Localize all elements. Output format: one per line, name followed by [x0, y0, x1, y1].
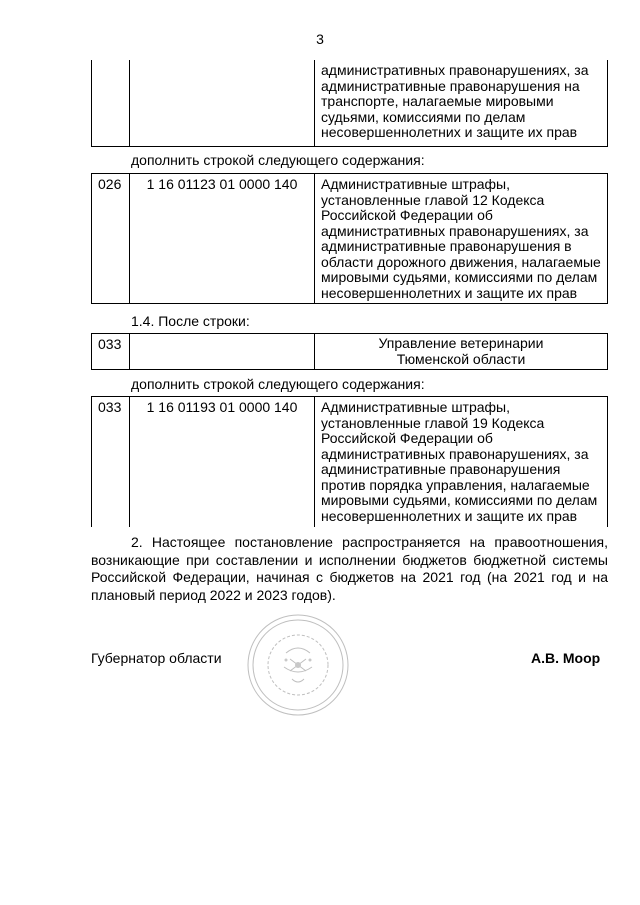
table-row [92, 174, 608, 304]
description-line: административные правонарушения на [321, 77, 580, 94]
description-line: несовершеннолетних и защите их прав [321, 507, 578, 524]
code-cell: 026 [92, 174, 130, 304]
table-continuation-top [91, 60, 608, 147]
department-line: Управление ветеринарии [378, 335, 544, 351]
official-seal-stamp [246, 613, 350, 717]
add-row-instruction: дополнить строкой следующего содержания: [131, 376, 425, 392]
department-cell [315, 334, 608, 370]
description-line: области дорожного движения, налагаемые [321, 253, 601, 270]
description-line: административных правонарушениях, за [321, 62, 589, 78]
description-line: мировыми судьями, комиссиями по делам [321, 269, 598, 285]
table-row [92, 334, 608, 370]
description-line: транспорте, налагаемые мировыми [321, 93, 554, 109]
code-cell: 033 [92, 334, 130, 370]
description-cell [315, 397, 608, 528]
after-row-instruction: 1.4. После строки: [131, 313, 250, 329]
description-line: Российской Федерации об [321, 207, 493, 223]
table-row-033-fines [91, 396, 608, 527]
description-line: Административные штрафы, [321, 399, 511, 415]
description-cell [315, 174, 608, 304]
description-line: Российской Федерации об [321, 430, 493, 446]
code-cell [92, 60, 130, 147]
page-number: 3 [316, 31, 324, 47]
kbk-cell: 1 16 01123 01 0000 140 [130, 174, 315, 304]
description-line: Административные штрафы, [321, 176, 511, 192]
kbk-cell [130, 60, 315, 147]
table-row-033-department [91, 333, 608, 370]
description-line: судьями, комиссиями по делам [321, 108, 526, 125]
description-line: установленные главой 12 Кодекса [321, 191, 545, 208]
description-line: несовершеннолетних и защите их прав [321, 124, 578, 140]
kbk-cell: 1 16 01193 01 0000 140 [130, 397, 315, 528]
paragraph-2: 2. Настоящее постановление распространяется на правоотношения, возникающие при составлении и исполнении бюджетов бюджетной системы Российской Федерации, начиная с бюджетов на 2021 год (на 2021 год и на плановый период 2022 и 2023 годов). [91, 534, 608, 603]
description-line: против порядка управления, налагаемые [321, 476, 590, 493]
description-line: административных правонарушениях, за [321, 445, 589, 462]
kbk-cell [130, 334, 315, 370]
signatory-name: А.В. Моор [531, 650, 601, 666]
table-row [92, 60, 608, 147]
description-line: установленные главой 19 Кодекса [321, 414, 545, 431]
code-cell: 033 [92, 397, 130, 528]
table-row-026 [91, 173, 608, 304]
description-line: мировыми судьями, комиссиями по делам [321, 492, 598, 508]
description-line: несовершеннолетних и защите их прав [321, 284, 578, 301]
description-cell [315, 60, 608, 147]
add-row-instruction: дополнить строкой следующего содержания: [131, 152, 425, 168]
description-line: административных правонарушениях, за [321, 222, 589, 239]
department-line: Тюменской области [396, 350, 526, 367]
table-row [92, 397, 608, 528]
signatory-position: Губернатор области [91, 650, 222, 666]
description-line: административные правонарушения [321, 461, 561, 477]
description-line: административные правонарушения в [321, 238, 572, 254]
